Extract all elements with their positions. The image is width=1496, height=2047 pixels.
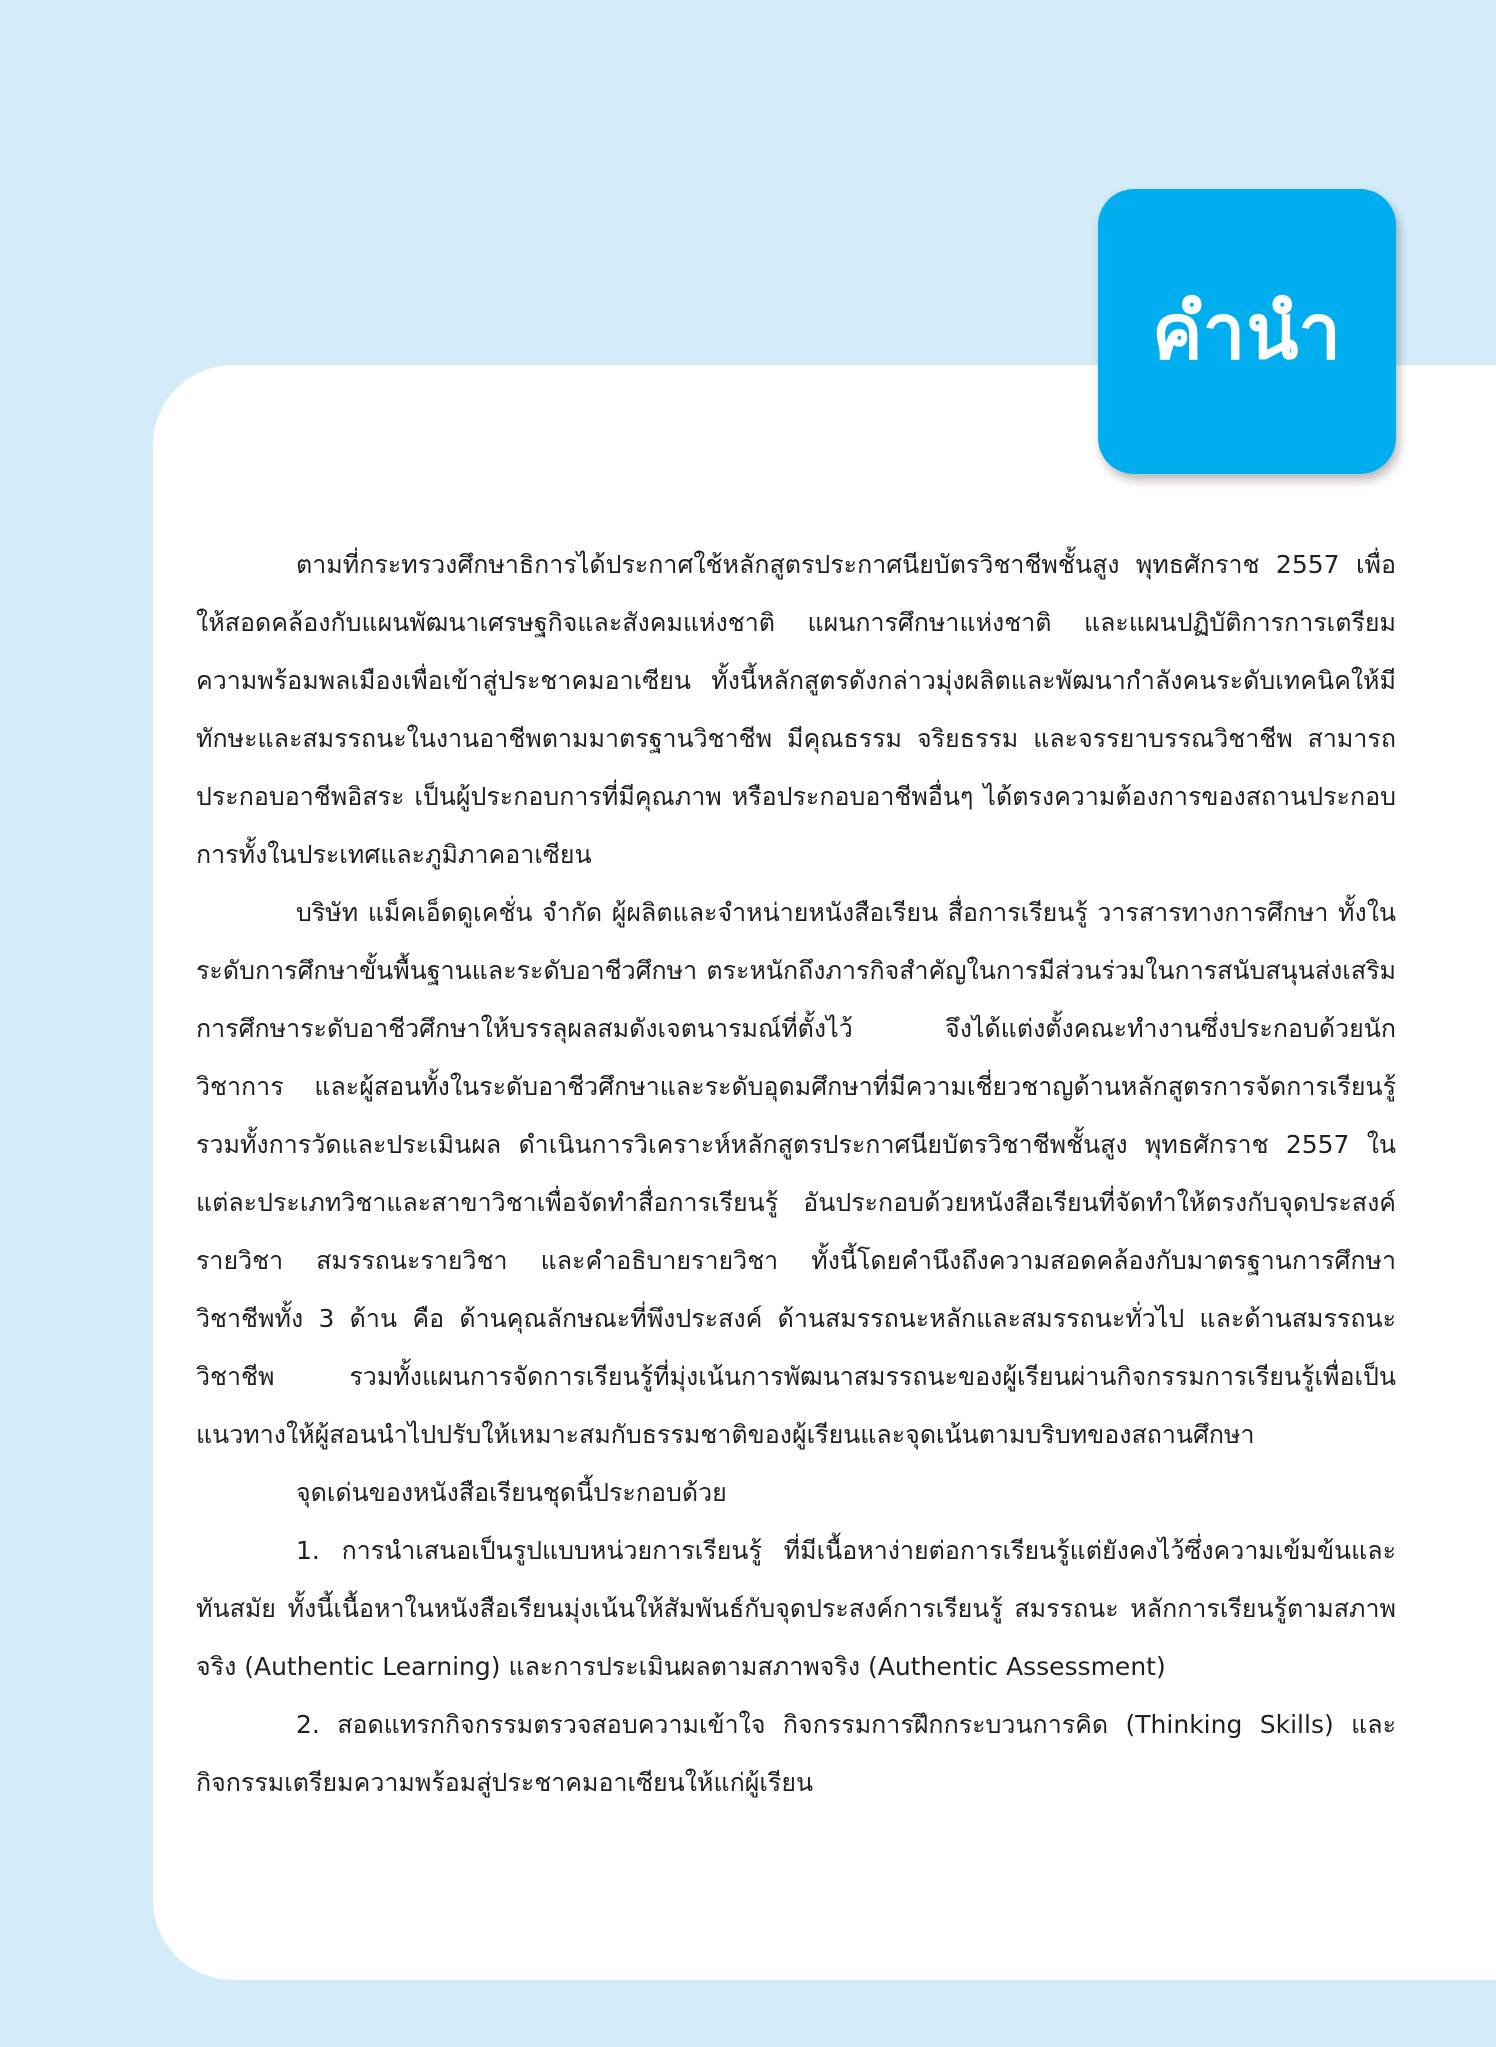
page-title: คำนำ — [1151, 286, 1343, 376]
paragraph-highlight-2: 2. สอดแทรกกิจกรรมตรวจสอบความเข้าใจ กิจกรรมการฝึกกระบวนการคิด (Thinking Skills) และกิจกรรมเตรียมความพร้อมสู่ประชาคมอาเซียนให้แก่ผู้เรียน — [196, 1710, 1396, 1797]
paragraph-highlight-1: 1. การนำเสนอเป็นรูปแบบหน่วยการเรียนรู้ ที่มีเนื้อหาง่ายต่อการเรียนรู้แต่ยังคงไว้ซึ่งความเข้มข้นและทันสมัย ทั้งนี้เนื้อหาในหนังสือเรียนมุ่งเน้นให้สัมพันธ์กับจุดประสงค์การเรียนรู้ สมรรถนะ หลักการเรียนรู้ตามสภาพจริง (Authentic Learning) และการประเมินผลตามสภาพจริง (Authentic Assessment) — [196, 1536, 1396, 1681]
paragraph-highlights-heading: จุดเด่นของหนังสือเรียนชุดนี้ประกอบด้วย — [296, 1478, 727, 1507]
title-badge — [1098, 189, 1396, 474]
preface-body — [196, 536, 1396, 1812]
paragraph-publisher: บริษัท แม็คเอ็ดดูเคชั่น จำกัด ผู้ผลิตและจำหน่ายหนังสือเรียน สื่อการเรียนรู้ วารสารทางการศึกษา ทั้งในระดับการศึกษาขั้นพื้นฐานและระดับอาชีวศึกษา ตระหนักถึงภารกิจสำคัญในการมีส่วนร่วมในการสนับสนุนส่งเสริมการศึกษาระดับอาชีวศึกษาให้บรรลุผลสมดังเจตนารมณ์ที่ตั้งไว้ จึงได้แต่งตั้งคณะทำงานซึ่งประกอบด้วยนักวิชาการ และผู้สอนทั้งในระดับอาชีวศึกษาและระดับอุดมศึกษาที่มีความเชี่ยวชาญด้านหลักสูตรการจัดการเรียนรู้ รวมทั้งการวัดและประเมินผล ดำเนินการวิเคราะห์หลักสูตรประกาศนียบัตรวิชาชีพชั้นสูง พุทธศักราช 2557 ในแต่ละประเภทวิชาและสาขาวิชาเพื่อจัดทำสื่อการเรียนรู้ อันประกอบด้วยหนังสือเรียนที่จัดทำให้ตรงกับจุดประสงค์รายวิชา สมรรถนะรายวิชา และคำอธิบายรายวิชา ทั้งนี้โดยคำนึงถึงความสอดคล้องกับมาตรฐานการศึกษาวิชาชีพทั้ง 3 ด้าน คือ ด้านคุณลักษณะที่พึงประสงค์ ด้านสมรรถนะหลักและสมรรถนะทั่วไป และด้านสมรรถนะวิชาชีพ รวมทั้งแผนการจัดการเรียนรู้ที่มุ่งเน้นการพัฒนาสมรรถนะของผู้เรียนผ่านกิจกรรมการเรียนรู้เพื่อเป็นแนวทางให้ผู้สอนนำไปปรับให้เหมาะสมกับธรรมชาติของผู้เรียนและจุดเน้นตามบริบทของสถานศึกษา — [196, 898, 1396, 1449]
paragraph-intro-curriculum: ตามที่กระทรวงศึกษาธิการได้ประกาศใช้หลักสูตรประกาศนียบัตรวิชาชีพชั้นสูง พุทธศักราช 2557 เพื่อให้สอดคล้องกับแผนพัฒนาเศรษฐกิจและสังคมแห่งชาติ แผนการศึกษาแห่งชาติ และแผนปฏิบัติการการเตรียมความพร้อมพลเมืองเพื่อเข้าสู่ประชาคมอาเซียน ทั้งนี้หลักสูตรดังกล่าวมุ่งผลิตและพัฒนากำลังคนระดับเทคนิคให้มีทักษะและสมรรถนะในงานอาชีพตามมาตรฐานวิชาชีพ มีคุณธรรม จริยธรรม และจรรยาบรรณวิชาชีพ สามารถประกอบอาชีพอิสระ เป็นผู้ประกอบการที่มีคุณภาพ หรือประกอบอาชีพอื่นๆ ได้ตรงความต้องการของสถานประกอบการทั้งในประเทศและภูมิภาคอาเซียน — [196, 550, 1396, 869]
